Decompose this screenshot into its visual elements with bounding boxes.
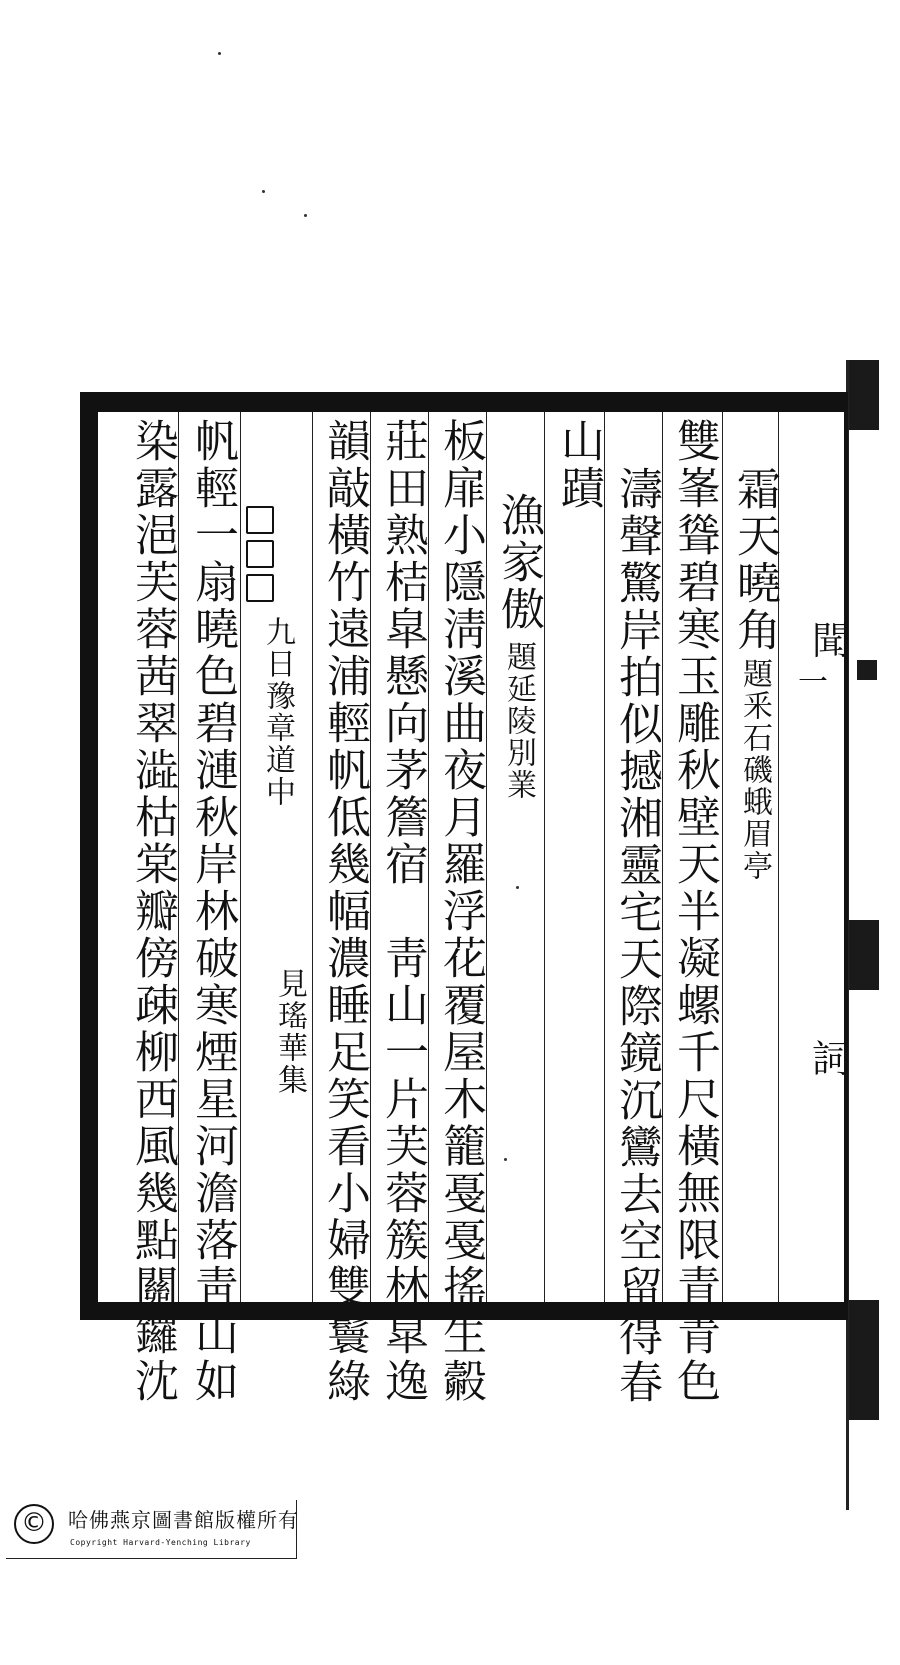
title-note: 題釆石磯蛾眉亭 <box>737 658 772 882</box>
column-rule <box>486 412 487 1302</box>
ink-speck <box>304 214 307 217</box>
column-rule <box>312 412 313 1302</box>
poem-title <box>729 466 780 882</box>
column-rule <box>178 412 179 1302</box>
title-text: 漁家傲 <box>493 492 544 633</box>
missing-character-box <box>246 540 274 568</box>
column-rule <box>370 412 371 1302</box>
missing-character-boxes <box>246 506 274 602</box>
ink-speck <box>504 1158 507 1161</box>
text-column: 韻敲橫竹遠浦輕帆低幾幅濃睡足笑看小婦雙鬟綠 <box>319 418 370 1405</box>
copyright-english: Copyright Harvard-Yenching Library <box>70 1538 251 1547</box>
edge-char-2: 一 <box>798 665 828 700</box>
text-column: 染露浥芙蓉茜翠澁枯棠瓣傍疎柳西風幾點關鑼沈 <box>127 418 178 1405</box>
column-rule <box>544 412 545 1302</box>
text-column: 濤聲驚岸拍似撼湘靈宅天際鏡沉鸞去空留得春 <box>611 466 662 1406</box>
text-column: 帆輕一扇曉色碧漣秋岸林破寒煙星河澹落靑山如 <box>187 418 238 1405</box>
column-rule <box>428 412 429 1302</box>
title-note: 題延陵別業 <box>501 641 536 801</box>
text-column: 莊田熟桔皐懸向茅簷宿 靑山一片芙蓉簇林皐逸 <box>377 418 428 1405</box>
title-text: 霜天曉角 <box>729 466 780 654</box>
edge-char-1: 聞 <box>812 619 851 663</box>
copyright-symbol: © <box>14 1504 54 1544</box>
ink-speck <box>218 52 221 55</box>
ink-speck <box>262 190 265 193</box>
ink-speck <box>516 886 519 889</box>
missing-character-box <box>246 506 274 534</box>
text-column: 板扉小隱淸溪曲夜月羅浮花覆屋木籠戞戞搖生㲉 <box>435 418 486 1405</box>
poem-note: 九日豫章道中 <box>260 616 295 808</box>
column-rule <box>662 412 663 1302</box>
missing-character-box <box>246 574 274 602</box>
text-column: 山蹟 <box>553 418 604 512</box>
poem-title <box>493 492 544 801</box>
copyright-chinese: 哈佛燕京圖書館版權所有 <box>68 1508 299 1532</box>
copyright-stamp <box>6 1500 297 1559</box>
adjacent-page-edge <box>846 360 885 1510</box>
column-rule <box>722 412 723 1302</box>
edge-char-3: 詞 <box>812 1037 851 1081</box>
column-rule <box>604 412 605 1302</box>
source-note: 見瑤華集 <box>272 968 307 1096</box>
column-rule <box>240 412 241 1302</box>
text-column: 雙峯聳碧寒玉雕秋壁天半凝螺千尺橫無限青青色 <box>669 418 720 1405</box>
